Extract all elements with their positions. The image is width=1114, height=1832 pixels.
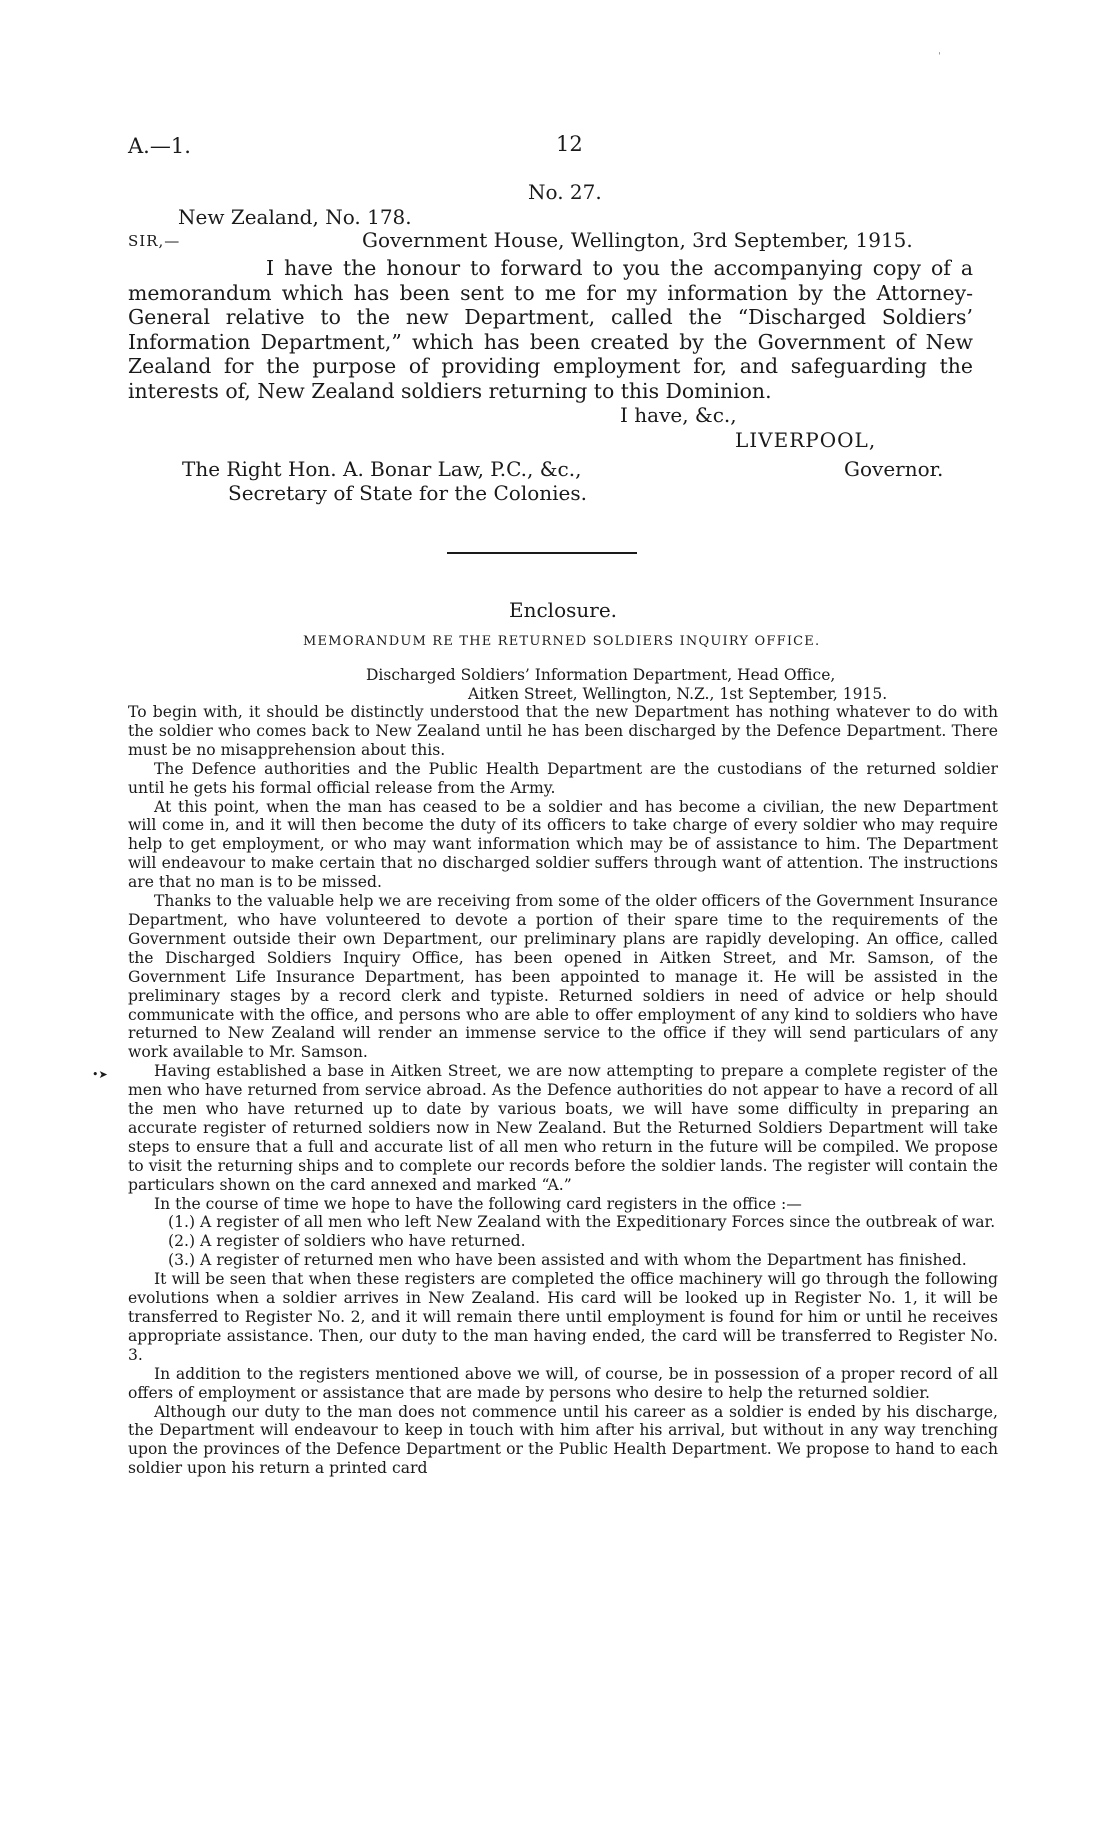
register-list-item: (3.) A register of returned men who have been assisted and with whom the Department has finished. xyxy=(168,1251,967,1270)
memo-heading-line-2: Aitken Street, Wellington, N.Z., 1st September, 1915. xyxy=(468,685,888,703)
margin-tick: ˈ xyxy=(938,52,941,63)
memo-paragraph: Thanks to the valuable help we are receiving from some of the older officers of the Government Insurance Department, who have volunteered to devote a portion of their spare time to the requirements of the Government outside their own Department, our preliminary plans are rapidly developing. An office, called the Discharged Soldiers Inquiry Office, has been opened in Aitken Street, and Mr. Samson, of the Government Life Insurance Department, has been appointed to manage it. He will be assisted in the preliminary stages by a record clerk and typiste. Returned soldiers in need of advice or help should communicate with the office, and persons who are able to offer employment of any kind to soldiers who have returned to New Zealand will render an immense service to the office if they will send particulars of any work available to Mr. Samson. xyxy=(128,892,998,1062)
memorandum-body xyxy=(128,703,998,1478)
addressee-name: The Right Hon. A. Bonar Law, P.C., &c., xyxy=(182,457,582,481)
addressee-title: Secretary of State for the Colonies. xyxy=(228,481,587,505)
letter-number: No. 27. xyxy=(528,180,602,204)
memo-paragraph: In the course of time we hope to have the following card registers in the office :— xyxy=(154,1194,802,1213)
page-number: 12 xyxy=(556,132,583,156)
register-list-item: (2.) A register of soldiers who have returned. xyxy=(168,1232,526,1251)
memorandum-title: MEMORANDUM RE THE RETURNED SOLDIERS INQUIRY OFFICE. xyxy=(303,634,821,649)
memo-paragraph: It will be seen that when these registers are completed the office machinery will go through the following evolutions when a soldier arrives in New Zealand. His card will be looked up in Register No. 1, it will be transferred to Register No. 2, and it will remain there until employment is found for him or until he receives appropriate assistance. Then, our duty to the man having ended, the card will be transferred to Register No. 3. xyxy=(128,1270,998,1364)
memo-paragraph: To begin with, it should be distinctly understood that the new Department has nothing whatever to do with the soldier who comes back to New Zealand until he has been discharged by the Defence Department. There must be no misapprehension about this. xyxy=(128,703,998,759)
memo-paragraph: At this point, when the man has ceased to be a soldier and has become a civilian, the new Department will come in, and it will then become the duty of its officers to take charge of every soldier who may require help to get employment, or who may want information which may be of assistance to him. The Department will endeavour to make certain that no discharged soldier suffers through want of attention. The instructions are that no man is to be missed. xyxy=(128,797,998,892)
memo-heading-line-1: Discharged Soldiers’ Information Department, Head Office, xyxy=(366,666,836,684)
place-and-date: Government House, Wellington, 3rd September, 1915. xyxy=(362,228,913,252)
memo-paragraph: In addition to the registers mentioned above we will, of course, be in possession of a proper record of all offers of employment or assistance that are made by persons who desire to help the returned soldier. xyxy=(128,1364,998,1402)
enclosure-title: Enclosure. xyxy=(509,598,618,622)
parliamentary-paper-reference: A.—1. xyxy=(128,134,191,158)
letter-signoff: I have, &c., xyxy=(620,403,737,427)
letter-paragraph: I have the honour to forward to you the accompanying copy of a memorandum which has been sent to me for my information by the Attorney-General relative to the new Department, called the “Discharged Soldiers’ Information Department,” which has been created by the Government of New Zealand for the purpose of providing employment for, and safeguarding the interests of, New Zealand soldiers returning to this Dominion. xyxy=(128,256,973,403)
signatory-title: Governor. xyxy=(844,457,944,481)
dispatch-number: New Zealand, No. 178. xyxy=(178,205,412,229)
memo-paragraph: Having established a base in Aitken Street, we are now attempting to prepare a complete register of the men who have returned from service abroad. As the Defence authorities do not appear to have a record of all the men who have returned up to date by various boats, we will have some difficulty in preparing an accurate register of returned soldiers now in New Zealand. But the Returned Soldiers Department will take steps to ensure that a full and accurate list of all men who return in the future will be compiled. We propose to visit the returning ships and to complete our records before the soldier lands. The register will contain the particulars shown on the card annexed and marked “A.” xyxy=(128,1062,998,1194)
letter-body xyxy=(128,256,973,404)
signature: LIVERPOOL, xyxy=(735,428,877,452)
register-list-item: (1.) A register of all men who left New Zealand with the Expeditionary Forces since the outbreak of war. xyxy=(168,1213,996,1232)
margin-mark: •➤ xyxy=(92,1068,108,1081)
section-divider xyxy=(447,552,637,554)
memo-paragraph: The Defence authorities and the Public Health Department are the custodians of the returned soldier until he gets his formal official release from the Army. xyxy=(128,759,998,797)
salutation: SIR,— xyxy=(128,232,181,250)
memo-paragraph: Although our duty to the man does not commence until his career as a soldier is ended by his discharge, the Department will endeavour to keep in touch with him after his arrival, but without in any way trenching upon the provinces of the Defence Department or the Public Health Department. We propose to hand to each soldier upon his return a printed card xyxy=(128,1402,998,1478)
